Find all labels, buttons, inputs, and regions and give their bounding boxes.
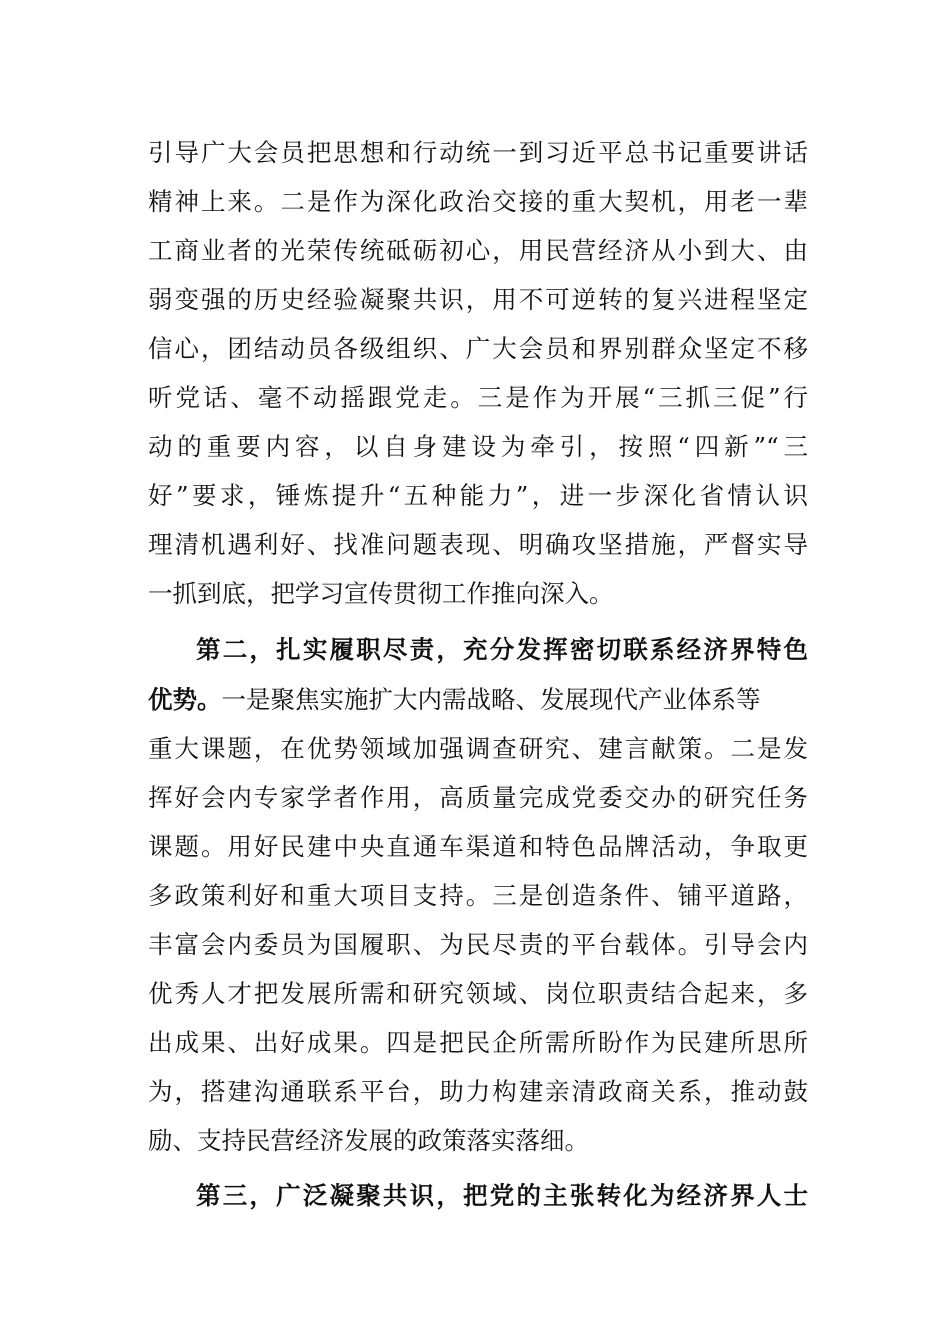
paragraph-1-line-10: 一抓到底，把学习宣传贯彻工作推向深入。 [148,579,614,608]
paragraph-2-line-7: 优秀人才把发展所需和研究领域、岗位职责结合起来，多 [148,979,808,1008]
paragraph-2-line-3: 挥好会内专家学者作用，高质量完成党委交办的研究任务 [148,783,808,812]
paragraph-3-heading: 第三，广泛凝聚共识，把党的主张转化为经济界人士 [196,1181,808,1210]
paragraph-1-line-1: 引导广大会员把思想和行动统一到习近平总书记重要讲话 [148,138,808,167]
paragraph-2-line-1-text: 一是聚焦实施扩大内需战略、发展现代产业体系等 [221,685,761,714]
paragraph-2-line-8: 出成果、出好成果。四是把民企所需所盼作为民建所思所 [148,1028,808,1057]
paragraph-1-line-7: 动的重要内容，以自身建设为牵引，按照“四新”“三 [148,432,808,461]
paragraph-2-heading: 第二，扎实履职尽责，充分发挥密切联系经济界特色 [196,635,808,664]
paragraph-1-line-3: 工商业者的光荣传统砥砺初心，用民营经济从小到大、由 [148,236,808,265]
paragraph-1-line-9: 理清机遇利好、找准问题表现、明确攻坚措施，严督实导 [148,530,808,559]
paragraph-2-line-6: 丰富会内委员为国履职、为民尽责的平台载体。引导会内 [148,930,808,959]
paragraph-2-line-2: 重大课题，在优势领域加强调查研究、建言献策。二是发 [148,734,808,763]
paragraph-2-line-9: 为，搭建沟通联系平台，助力构建亲清政商关系，推动鼓 [148,1077,808,1106]
paragraph-1-line-5: 信心，团结动员各级组织、广大会员和界别群众坚定不移 [148,334,808,363]
paragraph-1-line-6: 听党话、毫不动摇跟党走。三是作为开展“三抓三促”行 [148,383,808,412]
paragraph-2-line-5: 多政策利好和重大项目支持。三是创造条件、铺平道路， [148,881,808,910]
paragraph-1-line-8: 好”要求，锤炼提升“五种能力”，进一步深化省情认识 [148,481,808,510]
paragraph-2-line-1 [148,680,808,720]
paragraph-2-line-4: 课题。用好民建中央直通车渠道和特色品牌活动，争取更 [148,832,808,861]
paragraph-1-line-2: 精神上来。二是作为深化政治交接的重大契机，用老一辈 [148,187,808,216]
paragraph-1-line-4: 弱变强的历史经验凝聚共识，用不可逆转的复兴进程坚定 [148,285,808,314]
paragraph-2-heading-end: 优势。 [148,685,222,714]
paragraph-2-line-10: 励、支持民营经济发展的政策落实落细。 [148,1126,589,1155]
